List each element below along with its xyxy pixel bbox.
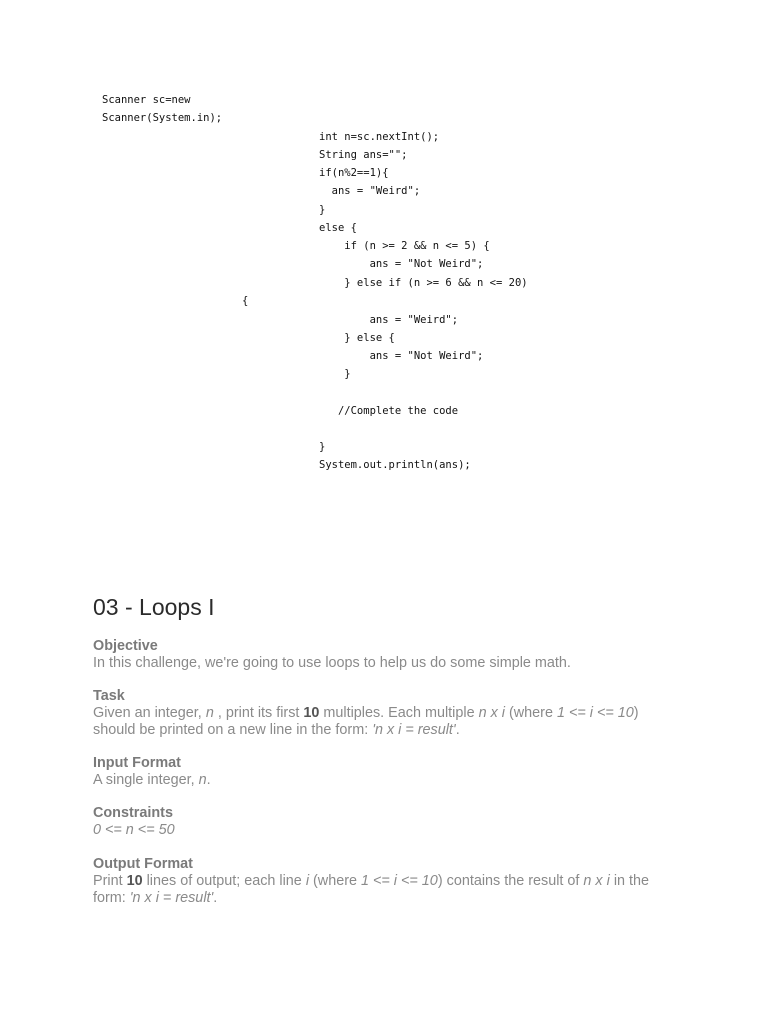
code-line: int n=sc.nextInt(); — [319, 131, 440, 143]
code-line: ans = "Weird"; — [319, 185, 421, 197]
task-label: Task — [93, 688, 125, 704]
code-line: } — [319, 441, 326, 453]
objective-section — [93, 638, 668, 672]
input-format-label: Input Format — [93, 755, 181, 771]
code-line: if(n%2==1){ — [319, 167, 389, 179]
input-format-section — [93, 755, 668, 789]
input-format-text: A single integer, n. — [93, 772, 211, 788]
page-title: 03 - Loops I — [93, 594, 215, 620]
constraints-label: Constraints — [93, 805, 173, 821]
code-line: ans = "Not Weird"; — [319, 350, 484, 362]
output-format-text: Print 10 lines of output; each line i (where 1 <= i <= 10) contains the result of n x i in the form: 'n x i = result'. — [93, 873, 650, 906]
code-line: System.out.println(ans); — [319, 459, 471, 471]
task-text: Given an integer, n , print its first 10 multiples. Each multiple n x i (where 1 <= i <= 10) should be printed on a new line in the form: 'n x i = result'. — [93, 705, 639, 738]
code-line: else { — [319, 222, 357, 234]
code-line: Scanner sc=new — [102, 94, 191, 106]
constraints-text: 0 <= n <= 50 — [93, 822, 175, 838]
code-comment: //Complete the code — [319, 405, 459, 417]
constraints-section — [93, 805, 668, 839]
code-line: Scanner(System.in); — [102, 112, 223, 124]
task-section — [93, 688, 668, 739]
output-format-label: Output Format — [93, 856, 193, 872]
code-line: String ans=""; — [319, 149, 408, 161]
code-line: { — [242, 295, 249, 307]
code-line: ans = "Weird"; — [319, 314, 459, 326]
code-line: } else { — [319, 332, 395, 344]
code-line: } — [319, 204, 326, 216]
output-format-section — [93, 856, 668, 907]
objective-text: In this challenge, we're going to use loops to help us do some simple math. — [93, 655, 571, 671]
code-line: } — [319, 368, 351, 380]
code-line: if (n >= 2 && n <= 5) { — [319, 240, 490, 252]
objective-label: Objective — [93, 638, 158, 654]
code-line: } else if (n >= 6 && n <= 20) — [319, 277, 528, 289]
code-line: ans = "Not Weird"; — [319, 258, 484, 270]
